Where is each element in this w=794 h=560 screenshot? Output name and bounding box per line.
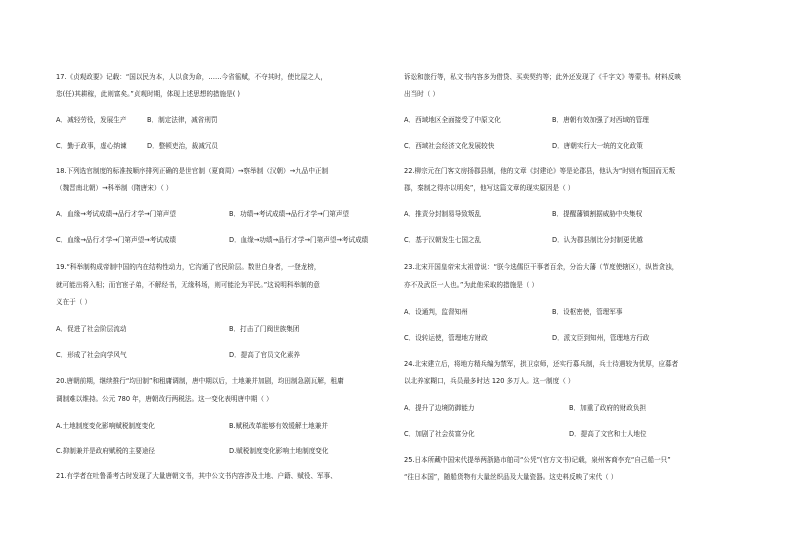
q18-stem-line1: 18.下列选官制度的标准按顺序排列正确的是世官制（夏商周）→察举制（汉朝）→九品中正制 xyxy=(56,167,329,175)
q21-stem-line2: 诉讼和旅行等，私文书内容多为借贷、买卖契约等；此外还发现了《千字文》等蒙书。材料反映 xyxy=(404,73,681,81)
q22-option-b: B．提醒藩镇割据威胁中央集权 xyxy=(552,210,643,218)
q22-option-d: D．认为郡县制比分封制更优越 xyxy=(552,236,643,244)
q24-stem-line2: 以北养家糊口，兵员最多时达 120 多万人。这一制度（ ） xyxy=(404,377,575,385)
q21-option-d: D．唐朝实行大一统的文化政策 xyxy=(552,142,643,150)
q21-option-a: A．西域地区全面接受了中原文化 xyxy=(404,116,501,124)
q20-stem-line2: 调制难以维持。公元 780 年，唐朝改行两税法。这一变化表明唐中期（ ） xyxy=(56,395,273,403)
q22-option-c: C．基于汉朝发生七国之乱 xyxy=(404,236,482,244)
q23-option-a: A．设通判，监督知州 xyxy=(404,308,468,316)
q24-option-c: C．加剧了社会贫富分化 xyxy=(404,430,475,438)
q20-option-b: B.赋税改革能够有效缓解土地兼并 xyxy=(229,422,328,430)
q25-stem-line1: 25.日本所藏中国宋代提举两浙路市舶司“公凭”(官方文书)记载，泉州客商李充“自己船一只” xyxy=(404,456,671,464)
right-column xyxy=(404,0,752,560)
q17-option-a: A．减轻劳役，发展生产 xyxy=(56,116,127,124)
q21-option-b: B．唐朝有效加强了对西域的管理 xyxy=(552,116,649,124)
q18-option-b: B．功绩→考试成绩→品行才学→门第声望 xyxy=(229,210,350,218)
q17-stem-line2: 恣(任)其耕稼，此则富矣。”贞观时期，体现上述思想的措施是( ) xyxy=(56,90,240,98)
q17-option-c: C．勤于政事，虚心纳谏 xyxy=(56,142,127,150)
q18-option-d: D．血缘→功绩→品行才学→门第声望→考试成绩 xyxy=(229,236,369,244)
q21-stem-line1: 21.有学者在吐鲁番考古时发现了大量唐朝文书，其中公文书内容涉及土地、户籍、赋役、军事、 xyxy=(56,472,337,480)
q17-stem-line1: 17.《贞观政要》记载：“国以民为本，人以食为命，……今省徭赋，不夺其时，使比屋之人， xyxy=(56,73,328,81)
q21-stem-line3: 出当时（ ） xyxy=(404,90,440,98)
q19-stem-line1: 19.“科举制构成帝制中国的内在结构性动力，它沟通了官民阶层。数世白身者，一登龙榜， xyxy=(56,263,321,271)
q23-stem-line1: 23.北宋开国皇帝宋太祖曾说：“朕今选儒臣干事者百余，分治大藩（节度使辖区），纵皆贪浊， xyxy=(404,263,679,271)
q19-option-b: B．打击了门阀世族集团 xyxy=(229,325,300,333)
q25-stem-line2: “往日本国”，随船货物有大量丝织品及大量瓷器。这史料反映了宋代（ ） xyxy=(404,473,618,481)
q23-option-c: C．设转运使，管理地方财政 xyxy=(404,334,488,342)
q19-option-c: C．形成了社会向学风气 xyxy=(56,351,127,359)
q18-option-c: C．血缘→品行才学→门第声望→考试成绩 xyxy=(56,236,177,244)
q24-option-b: B．加重了政府的财政负担 xyxy=(569,404,647,412)
q19-stem-line2: 就可能出将入相；而官宦子弟，不解经书，无缘科场，则可能沦为平民。”这说明科举制的意 xyxy=(56,281,320,289)
q19-stem-line3: 义在于（ ） xyxy=(56,298,92,306)
left-column xyxy=(56,0,404,560)
q17-option-d: D．整顿吏治，裁减冗员 xyxy=(147,142,219,150)
q22-stem-line1: 22.柳宗元在门客文房扬郡县制，他的文章《封建论》等是论郡县，他认为“时则有叛国而无叛 xyxy=(404,167,676,175)
q24-stem-line1: 24.北宋建立后，将地方精兵编为禁军，拱卫京师，还实行募兵制，兵士待遇较为优厚，应募者 xyxy=(404,360,679,368)
q20-option-d: D.赋税制度变化影响土地制度变化 xyxy=(229,447,329,455)
q20-option-c: C.抑制兼并是政府赋税的主要途径 xyxy=(56,447,156,455)
q24-option-d: D．提高了文官和士人地位 xyxy=(569,430,647,438)
q18-stem-line2: （魏晋南北朝）→科举制（隋唐宋）（ ） xyxy=(56,184,173,192)
q22-stem-line2: 郡，秦制之得亦以明矣”，他写这篇文章的现实原因是（ ） xyxy=(404,184,575,192)
q24-option-a: A．提升了边境防御能力 xyxy=(404,404,475,412)
q22-option-a: A．推责分封制易导致叛乱 xyxy=(404,210,482,218)
q23-option-d: D．派文臣到知州，管理地方行政 xyxy=(552,334,650,342)
q19-option-d: D．提高了官员文化素养 xyxy=(229,351,301,359)
q17-option-b: B．制定法律，减省刑罚 xyxy=(147,116,218,124)
q18-option-a: A．血缘→考试成绩→品行才学→门第声望 xyxy=(56,210,176,218)
q19-option-a: A．促进了社会阶层流动 xyxy=(56,325,127,333)
q23-option-b: B．设枢密使，管理军事 xyxy=(552,308,623,316)
q21-option-c: C．西域社会经济文化发展较快 xyxy=(404,142,495,150)
q20-option-a: A.土地制度变化影响赋税制度变化 xyxy=(56,422,155,430)
q20-stem-line1: 20.唐朝前期，继续推行“均田制”和租庸调制，唐中期以后，土地兼并加剧，均田制急剧瓦解，租庸 xyxy=(56,377,344,385)
q23-stem-line2: 亦不及武臣一人也。”为此他采取的措施是（ ） xyxy=(404,281,539,289)
